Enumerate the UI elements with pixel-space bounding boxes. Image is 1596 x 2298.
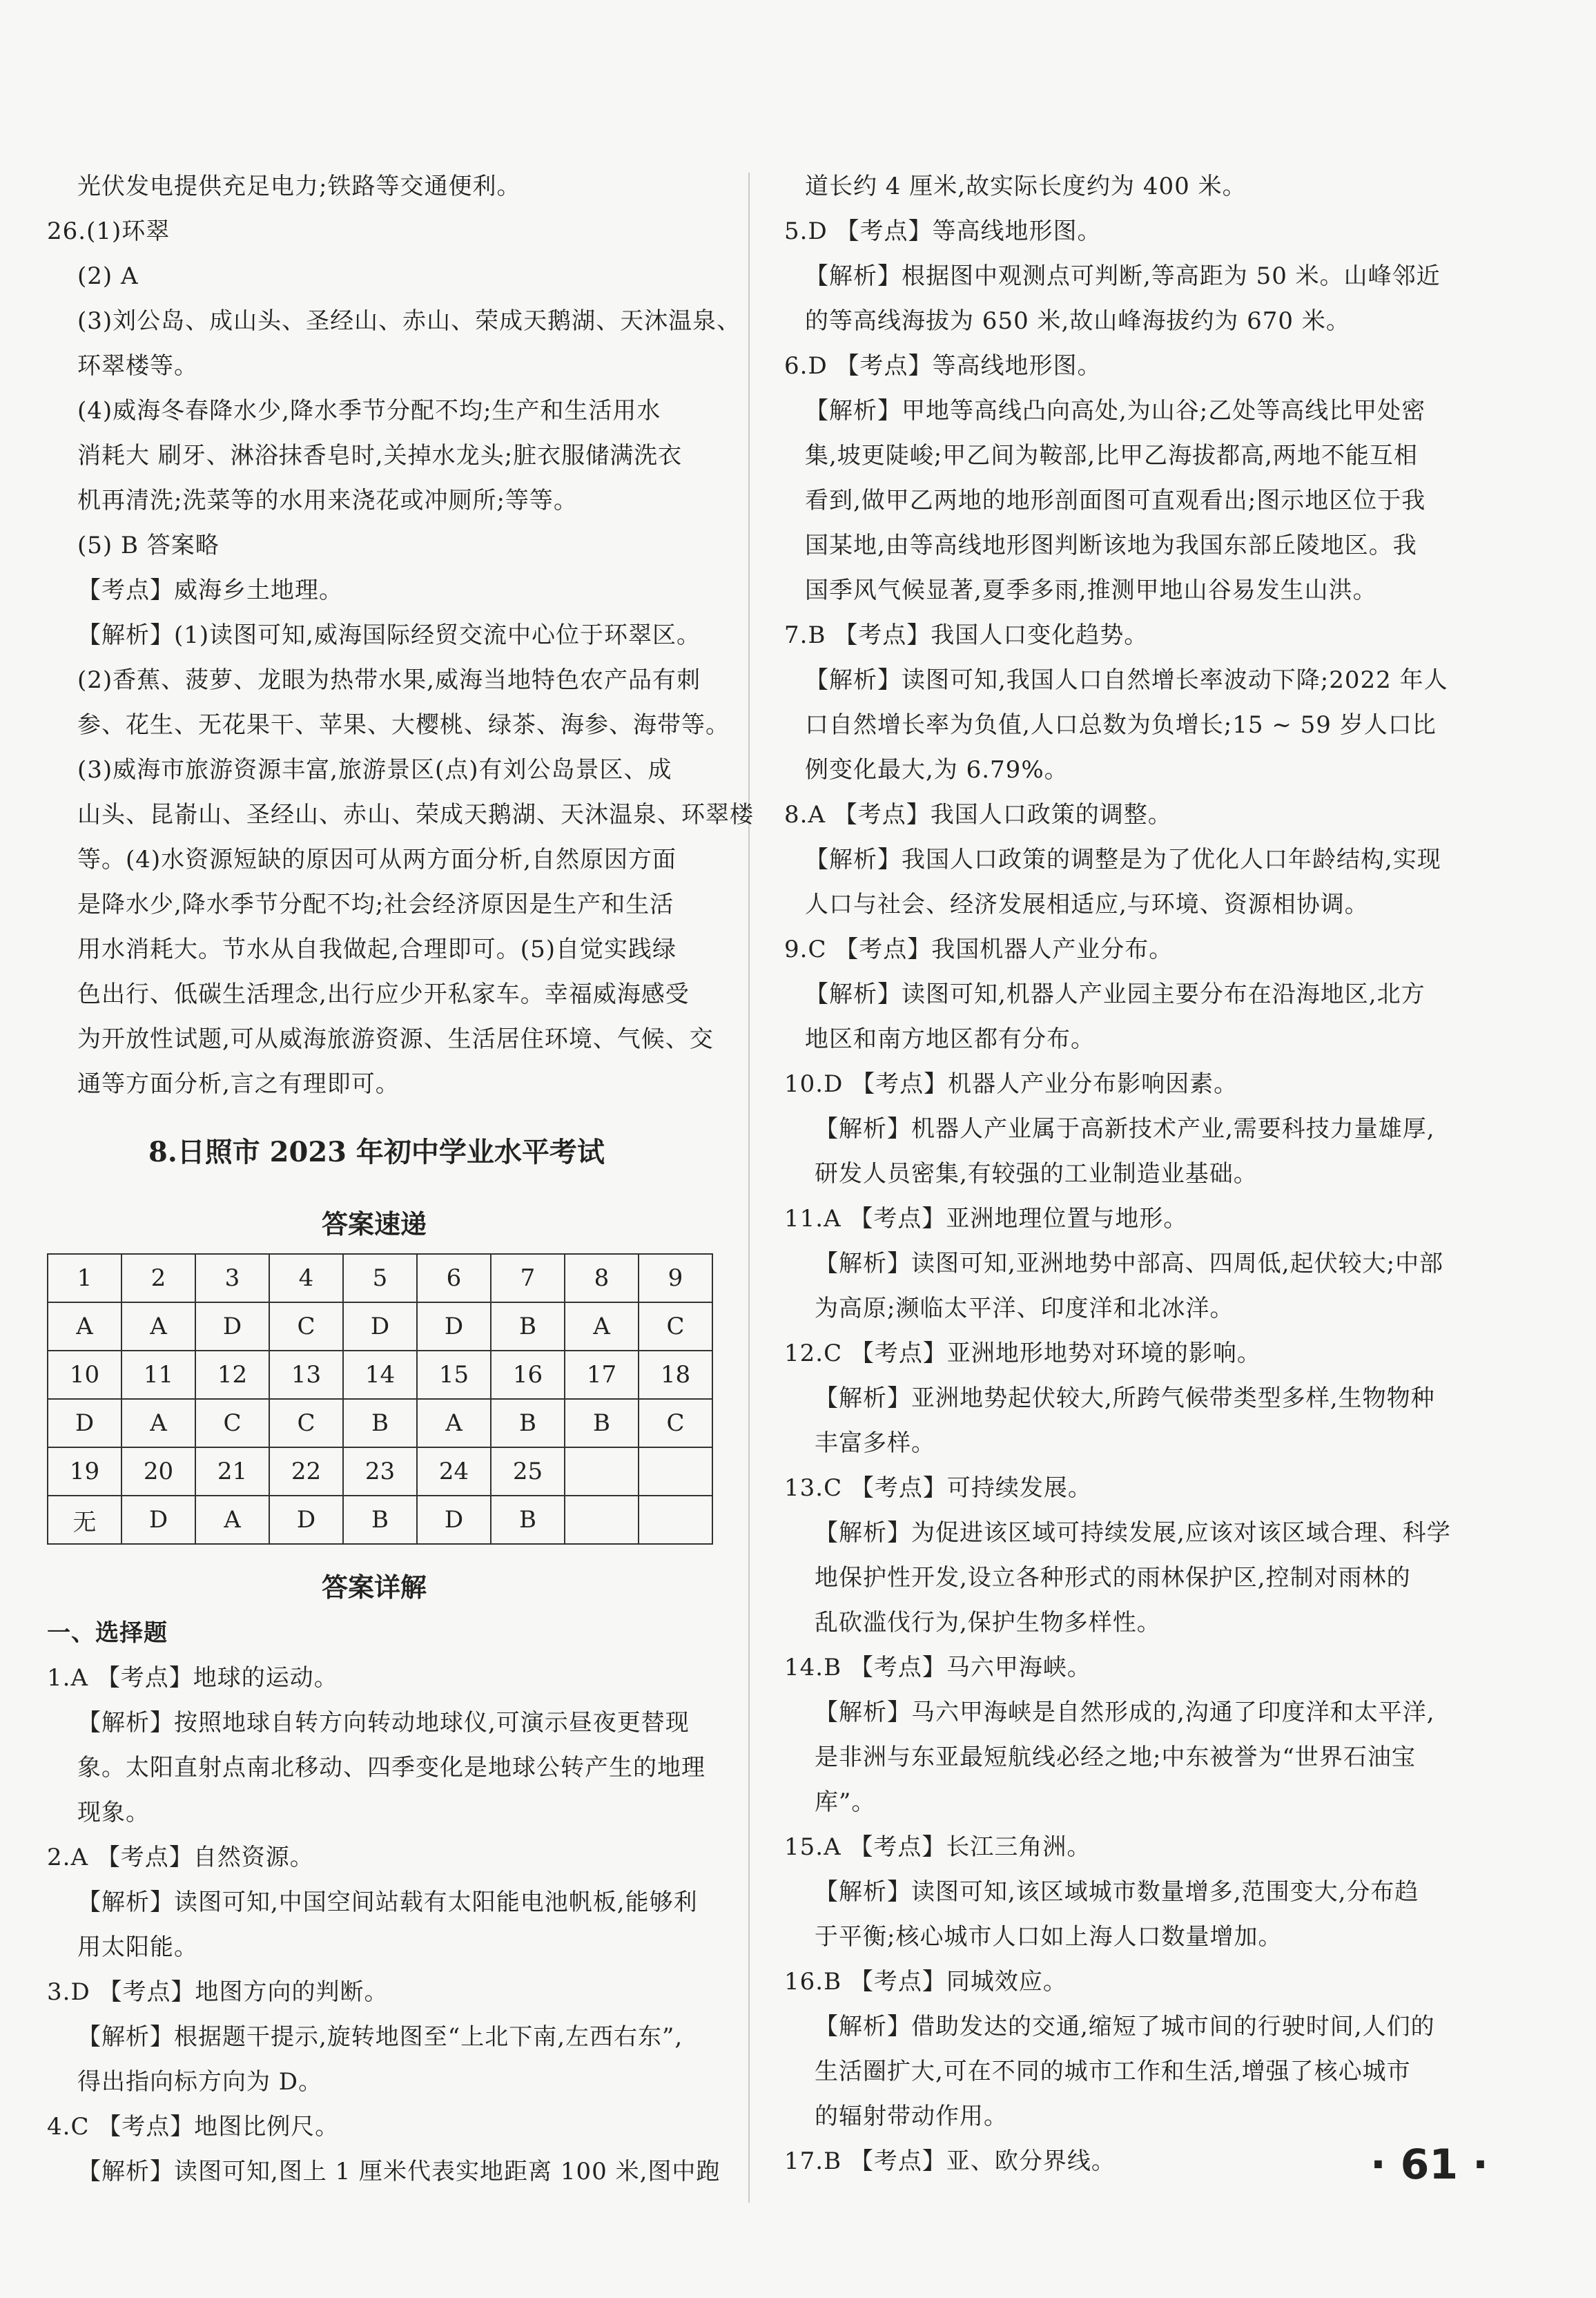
text-line: 【解析】我国人口政策的调整是为了优化人口年龄结构,实现 [805,846,1441,873]
table-cell: C [639,1302,712,1351]
question-line: 11.A 【考点】亚洲地理位置与地形。 [784,1205,1188,1233]
text-line: 的等高线海拔为 650 米,故山峰海拔约为 670 米。 [805,307,1350,335]
table-cell: A [48,1302,121,1351]
text-line: 【解析】借助发达的交通,缩短了城市间的行驶时间,人们的 [815,2013,1435,2040]
question-line: 9.C 【考点】我国机器人产业分布。 [784,936,1174,963]
text-line: 【解析】根据题干提示,旋转地图至“上北下南,左西右东”, [77,2023,683,2051]
table-cell: B [491,1399,565,1447]
text-line: 色出行、低碳生活理念,出行应少开私家车。幸福威海感受 [77,981,690,1008]
table-row [48,1399,712,1447]
text-line: 丰富多样。 [815,1429,935,1457]
text-line: 为开放性试题,可从威海旅游资源、生活居住环境、气候、交 [77,1025,714,1053]
table-cell: 1 [48,1254,121,1302]
table-cell: B [343,1399,417,1447]
text-line: 看到,做甲乙两地的地形剖面图可直观看出;图示地区位于我 [805,487,1426,514]
text-line: (5) B 答案略 [77,532,220,559]
table-cell: 13 [269,1351,343,1399]
table-cell: A [121,1302,195,1351]
text-line: 国季风气候显著,夏季多雨,推测甲地山谷易发生山洪。 [805,577,1377,604]
text-line: 乱砍滥伐行为,保护生物多样性。 [815,1609,1161,1636]
text-line: 【解析】读图可知,图上 1 厘米代表实地距离 100 米,图中跑 [77,2158,721,2185]
table-cell: 25 [491,1447,565,1496]
text-line: 道长约 4 厘米,故实际长度约为 400 米。 [805,173,1247,200]
text-line: 光伏发电提供充足电力;铁路等交通便利。 [77,173,521,200]
table-cell: 22 [269,1447,343,1496]
table-cell: 2 [121,1254,195,1302]
question-line: 7.B 【考点】我国人口变化趋势。 [784,621,1149,649]
table-cell: A [565,1302,639,1351]
text-line: 消耗大 刷牙、淋浴抹香皂时,关掉水龙头;脏衣服储满洗衣 [77,442,683,470]
text-line: 于平衡;核心城市人口如上海人口数量增加。 [815,1923,1283,1951]
table-cell: C [639,1399,712,1447]
table-cell: 19 [48,1447,121,1496]
table-row [48,1254,712,1302]
text-line: 【解析】为促进该区域可持续发展,应该对该区域合理、科学 [815,1519,1451,1547]
question-line: 3.D 【考点】地图方向的判断。 [47,1978,389,2006]
table-cell: 20 [121,1447,195,1496]
exam-heading: 8.日照市 2023 年初中学业水平考试 [148,1136,605,1168]
table-cell: 15 [417,1351,491,1399]
text-line: 例变化最大,为 6.79%。 [805,756,1069,784]
table-cell: B [565,1399,639,1447]
text-line: 象。太阳直射点南北移动、四季变化是地球公转产生的地理 [77,1754,705,1782]
text-line: 现象。 [77,1799,150,1826]
table-cell: 24 [417,1447,491,1496]
table-cell: 17 [565,1351,639,1399]
text-line: 【解析】马六甲海峡是自然形成的,沟通了印度洋和太平洋, [815,1699,1435,1726]
table-cell: C [269,1302,343,1351]
text-line: 用水消耗大。节水从自我做起,合理即可。(5)自觉实践绿 [77,936,677,963]
text-line: 【解析】读图可知,我国人口自然增长率波动下降;2022 年人 [805,666,1448,694]
text-line: 国某地,由等高线地形图判断该地为我国东部丘陵地区。我 [805,532,1417,559]
table-cell [639,1447,712,1496]
text-line: (2)香蕉、菠萝、龙眼为热带水果,威海当地特色农产品有刺 [77,666,701,694]
table-cell: 16 [491,1351,565,1399]
question-line: 17.B 【考点】亚、欧分界线。 [784,2147,1116,2175]
text-line: 机再清洗;洗菜等的水用来浇花或冲厕所;等等。 [77,487,578,514]
table-cell: D [417,1302,491,1351]
table-cell: 3 [195,1254,269,1302]
text-line: (3)威海市旅游资源丰富,旅游景区(点)有刘公岛景区、成 [77,756,672,784]
question-line: 5.D 【考点】等高线地形图。 [784,218,1102,245]
table-cell: A [417,1399,491,1447]
table-cell: D [343,1302,417,1351]
table-cell [565,1447,639,1496]
table-cell: A [195,1496,269,1544]
question-line: 8.A 【考点】我国人口政策的调整。 [784,801,1172,829]
table-cell: C [195,1399,269,1447]
question-line: 13.C 【考点】可持续发展。 [784,1474,1092,1502]
table-cell: 11 [121,1351,195,1399]
answer-table [47,1253,713,1545]
question-line: 6.D 【考点】等高线地形图。 [784,352,1102,380]
table-cell: 21 [195,1447,269,1496]
table-row [48,1496,712,1544]
table-cell: 无 [48,1496,121,1544]
question-line: 16.B 【考点】同城效应。 [784,1968,1067,1996]
text-line: 的辐射带动作用。 [815,2103,1008,2130]
table-cell: 10 [48,1351,121,1399]
question-26: 26.(1)环翠 [47,218,171,245]
answer-detail-title: 答案详解 [322,1572,427,1603]
text-line: 等。(4)水资源短缺的原因可从两方面分析,自然原因方面 [77,846,677,873]
table-cell: D [48,1399,121,1447]
table-cell: 14 [343,1351,417,1399]
section-title: 一、选择题 [47,1619,168,1647]
text-line: 【解析】亚洲地势起伏较大,所跨气候带类型多样,生物物种 [815,1384,1435,1412]
table-cell: D [195,1302,269,1351]
table-cell: A [121,1399,195,1447]
text-line: 【解析】(1)读图可知,威海国际经贸交流中心位于环翠区。 [77,621,701,649]
question-line: 15.A 【考点】长江三角洲。 [784,1833,1091,1861]
text-line: (2) A [77,262,139,290]
text-line: (3)刘公岛、成山头、圣经山、赤山、荣成天鹅湖、天沐温泉、 [77,307,741,335]
question-line: 14.B 【考点】马六甲海峡。 [784,1654,1091,1681]
text-line: 【解析】读图可知,亚洲地势中部高、四周低,起伏较大;中部 [815,1250,1444,1277]
text-line: 【解析】甲地等高线凸向高处,为山谷;乙处等高线比甲处密 [805,397,1426,425]
table-cell: 18 [639,1351,712,1399]
table-cell: 5 [343,1254,417,1302]
question-line: 10.D 【考点】机器人产业分布影响因素。 [784,1070,1238,1098]
text-line: 库”。 [815,1788,876,1816]
table-cell: C [269,1399,343,1447]
table-row [48,1447,712,1496]
text-line: 【解析】读图可知,中国空间站载有太阳能电池帆板,能够利 [77,1889,698,1916]
text-line: 为高原;濒临太平洋、印度洋和北冰洋。 [815,1295,1234,1322]
table-cell: D [269,1496,343,1544]
text-line: 生活圈扩大,可在不同的城市工作和生活,增强了核心城市 [815,2058,1411,2085]
table-cell: D [121,1496,195,1544]
text-line: 环翠楼等。 [77,352,198,380]
question-line: 1.A 【考点】地球的运动。 [47,1664,338,1692]
table-cell: 8 [565,1254,639,1302]
table-cell [565,1496,639,1544]
text-line: 通等方面分析,言之有理即可。 [77,1070,400,1098]
table-cell: 23 [343,1447,417,1496]
text-line: 【解析】读图可知,该区域城市数量增多,范围变大,分布趋 [815,1878,1419,1906]
text-line: 地保护性开发,设立各种形式的雨林保护区,控制对雨林的 [815,1564,1411,1592]
table-cell: B [343,1496,417,1544]
text-line: 口自然增长率为负值,人口总数为负增长;15 ~ 59 岁人口比 [805,711,1437,739]
text-line: 【解析】按照地球自转方向转动地球仪,可演示昼夜更替现 [77,1709,690,1737]
text-line: (4)威海冬春降水少,降水季节分配不均;生产和生活用水 [77,397,661,425]
table-cell: 9 [639,1254,712,1302]
text-line: 【考点】威海乡土地理。 [77,577,343,604]
question-line: 4.C 【考点】地图比例尺。 [47,2113,340,2141]
text-line: 是降水少,降水季节分配不均;社会经济原因是生产和生活 [77,891,674,918]
table-cell: B [491,1496,565,1544]
table-cell [639,1496,712,1544]
text-line: 人口与社会、经济发展相适应,与环境、资源相协调。 [805,891,1369,918]
table-cell: 12 [195,1351,269,1399]
text-line: 用太阳能。 [77,1933,198,1961]
text-line: 是非洲与东亚最短航线必经之地;中东被誉为“世界石油宝 [815,1744,1416,1771]
text-line: 得出指向标方向为 D。 [77,2068,323,2096]
text-line: 研发人员密集,有较强的工业制造业基础。 [815,1160,1258,1188]
column-divider [748,173,750,2203]
text-line: 【解析】机器人产业属于高新技术产业,需要科技力量雄厚, [815,1115,1435,1143]
question-line: 12.C 【考点】亚洲地形地势对环境的影响。 [784,1340,1261,1367]
table-cell: D [417,1496,491,1544]
table-row [48,1351,712,1399]
text-line: 山头、昆嵛山、圣经山、赤山、荣成天鹅湖、天沐温泉、环翠楼 [77,801,754,829]
table-cell: B [491,1302,565,1351]
table-cell: 6 [417,1254,491,1302]
page-number: · 61 · [1370,2141,1488,2189]
text-line: 地区和南方地区都有分布。 [805,1025,1095,1053]
text-line: 【解析】读图可知,机器人产业园主要分布在沿海地区,北方 [805,981,1425,1008]
table-cell: 7 [491,1254,565,1302]
table-row [48,1302,712,1351]
answer-quick-title: 答案速递 [322,1208,427,1239]
question-line: 2.A 【考点】自然资源。 [47,1844,314,1871]
text-line: 参、花生、无花果干、苹果、大樱桃、绿茶、海参、海带等。 [77,711,730,739]
text-line: 集,坡更陡峻;甲乙间为鞍部,比甲乙海拔都高,两地不能互相 [805,442,1418,470]
text-line: 【解析】根据图中观测点可判断,等高距为 50 米。山峰邻近 [805,262,1441,290]
table-cell: 4 [269,1254,343,1302]
